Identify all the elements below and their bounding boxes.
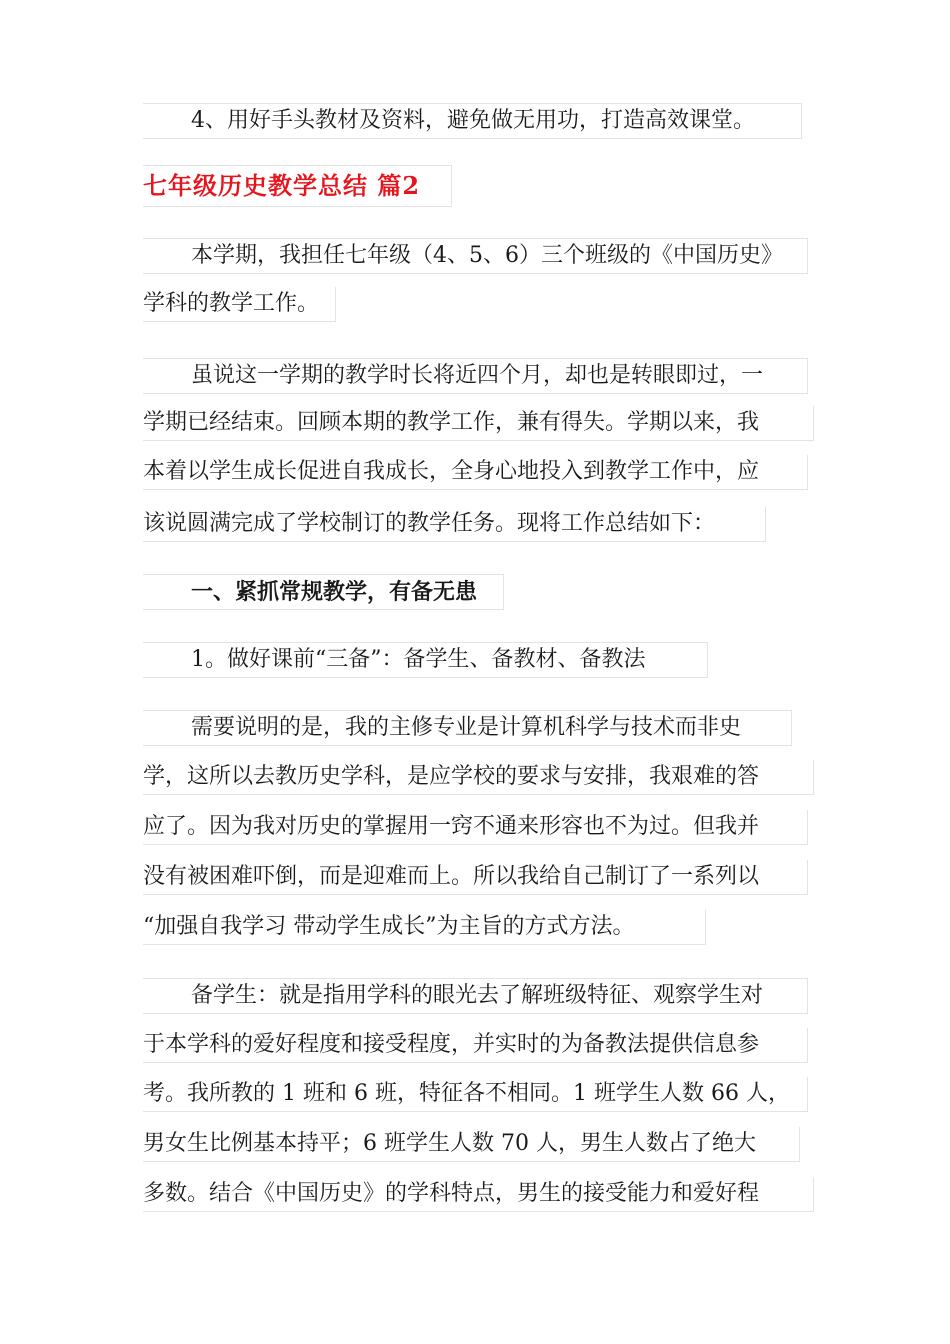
paragraph-line: 虽说这一学期的教学时长将近四个月，却也是转眼即过，一 <box>143 358 808 394</box>
paragraph-line: 本着以学生成长促进自我成长，全身心地投入到教学工作中，应 <box>143 455 808 490</box>
paragraph-line: 没有被困难吓倒，而是迎难而上。所以我给自己制订了一系列以 <box>143 860 808 895</box>
section-heading: 七年级历史教学总结 篇2 <box>143 165 452 207</box>
subsection-title: 1。做好课前“三备”：备学生、备教材、备教法 <box>143 642 708 678</box>
paragraph-line: 该说圆满完成了学校制订的教学任务。现将工作总结如下： <box>143 507 766 542</box>
paragraph-line: 备学生：就是指用学科的眼光去了解班级特征、观察学生对 <box>143 978 808 1014</box>
paragraph-line: 本学期，我担任七年级（4、5、6）三个班级的《中国历史》 <box>143 238 808 274</box>
paragraph-line: 多数。结合《中国历史》的学科特点，男生的接受能力和爱好程 <box>143 1177 814 1212</box>
paragraph-line: “加强自我学习 带动学生成长”为主旨的方式方法。 <box>143 910 706 945</box>
paragraph-line: 需要说明的是，我的主修专业是计算机科学与技术而非史 <box>143 710 792 746</box>
paragraph-line: 学，这所以去教历史学科，是应学校的要求与安排，我艰难的答 <box>143 760 814 795</box>
paragraph-line: 学期已经结束。回顾本期的教学工作，兼有得失。学期以来，我 <box>143 406 814 441</box>
list-item-4: 4、用好手头教材及资料，避免做无用功，打造高效课堂。 <box>143 103 802 139</box>
paragraph-line: 于本学科的爱好程度和接受程度，并实时的为备教法提供信息参 <box>143 1028 808 1063</box>
paragraph-line: 考。我所教的 1 班和 6 班，特征各不相同。1 班学生人数 66 人， <box>143 1077 808 1112</box>
paragraph-line: 应了。因为我对历史的掌握用一窍不通来形容也不为过。但我并 <box>143 810 808 845</box>
paragraph-line: 男女生比例基本持平；6 班学生人数 70 人，男生人数占了绝大 <box>143 1127 800 1162</box>
paragraph-line: 学科的教学工作。 <box>143 287 336 322</box>
section-title: 一、紧抓常规教学，有备无患 <box>143 574 504 610</box>
